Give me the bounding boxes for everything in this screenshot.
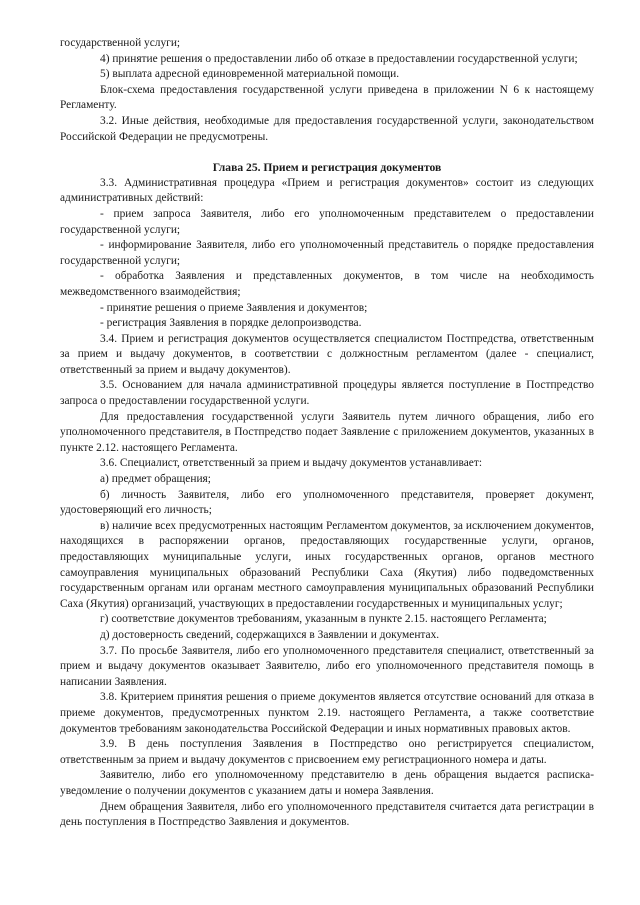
paragraph-3-9: 3.9. В день поступления Заявления в Постпредство оно регистрируется специалистом, ответственным за прием и выдачу документов с присвоением ему регистрационного номера и даты.	[60, 738, 594, 766]
paragraph-item-5: 5) выплата адресной единовременной материальной помощи.	[100, 68, 400, 81]
chapter-title: Глава 25. Прием и регистрация документов	[212, 161, 442, 175]
paragraph-3-5: 3.5. Основанием для начала административной процедуры является поступление в Постпредство запроса о предоставлении государственной услуги.	[60, 379, 594, 408]
paragraph-3-3: 3.3. Административная процедура «Прием и регистрация документов» состоит из следующих административных действий:	[60, 176, 594, 205]
list-item-g: г) соответствие документов требованиям, указанным в пункте 2.15. настоящего Регламента;	[100, 613, 547, 626]
list-item-a: а) предмет обращения;	[100, 473, 211, 486]
list-item-processing: - обработка Заявления и представленных документов, в том числе на необходимость межведомственного взаимодействия;	[60, 270, 594, 298]
list-item-informing: - информирование Заявителя, либо его уполномоченный представитель о порядке предоставления государственной услуги;	[60, 239, 594, 267]
paragraph-3-4: 3.4. Прием и регистрация документов осуществляется специалистом Постпредства, ответственным за прием и выдачу документов, в соответствии с должностным регламентом (далее - специалист, ответственный за прием и выдачу документов).	[60, 332, 594, 376]
paragraph-3-6: 3.6. Специалист, ответственный за прием и выдачу документов устанавливает:	[100, 457, 483, 470]
paragraph-3-7: 3.7. По просьбе Заявителя, либо его уполномоченного представителя специалист, ответственный за прием и выдачу документов оказывает Заявителю, либо его уполномоченного представителя помощь в написании Заявления.	[60, 644, 594, 688]
section-gap	[60, 145, 594, 160]
paragraph-item-4: 4) принятие решения о предоставлении либо об отказе в предоставлении государственной услуги;	[100, 52, 578, 65]
list-item-registration: - регистрация Заявления в порядке делопроизводства.	[100, 317, 362, 330]
list-item-v: в) наличие всех предусмотренных настоящим Регламентом документов, за исключением документов, находящихся в распоряжении органов, предоставляющих государственные услуги, органов, предоставляющих муниципальные услуги, иных государственных органов, органов местного самоуправления муниципальных образований Республики Саха (Якутия) либо подведомственных государственным органам или органам местного самоуправления муниципальных образований Республики Саха (Якутия) организаций, участвующих в предоставлении государственных и муниципальных услуг;	[60, 519, 594, 610]
list-item-d: д) достоверность сведений, содержащихся в Заявлении и документах.	[100, 628, 440, 641]
paragraph-3-8: 3.8. Критерием принятия решения о приеме документов является отсутствие оснований для отказа в приеме документов, предусмотренных пунктом 2.19. настоящего Регламента, а также соответствие документов требованиям законодательства Российской Федерации и иных нормативных правовых актов.	[60, 691, 594, 735]
list-item-decision: - принятие решения о приеме Заявления и документов;	[100, 301, 368, 314]
paragraph-continuation: государственной услуги;	[60, 37, 181, 49]
paragraph-block-diagram: Блок-схема предоставления государственной услуги приведена в приложении N 6 к настоящему Регламенту.	[60, 83, 594, 112]
list-item-request: - прием запроса Заявителя, либо его уполномоченным представителем о предоставлении государственной услуги;	[60, 207, 594, 236]
paragraph-submission: Для предоставления государственной услуги Заявитель путем личного обращения, либо его уполномоченного представителя, в Постпредство подает Заявление с приложением документов, указанных в пункте 2.12. настоящего Регламента.	[60, 410, 594, 454]
paragraph-application-date: Днем обращения Заявителя, либо его уполномоченного представителя считается дата регистрации в день поступления в Постпредство Заявления и документов.	[60, 800, 594, 829]
paragraph-receipt: Заявителю, либо его уполномоченному представителю в день обращения выдается расписка-уведомление о получении документов с указанием даты и номера Заявления.	[60, 769, 594, 797]
list-item-b: б) личность Заявителя, либо его уполномоченного представителя, проверяет документ, удостоверяющий его личность;	[60, 488, 594, 517]
paragraph-3-2: 3.2. Иные действия, необходимые для предоставления государственной услуги, законодательством Российской Федерации не предусмотрены.	[60, 114, 594, 143]
